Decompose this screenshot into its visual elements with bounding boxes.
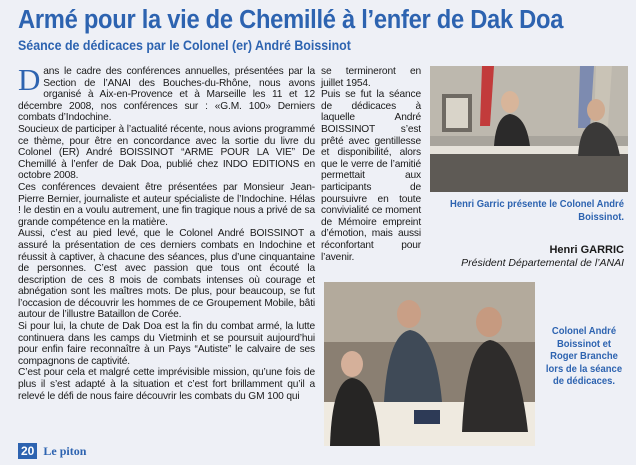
paragraph-1 xyxy=(18,62,315,124)
article-headline: Armé pour la vie de Chemillé à l’enfer de Dak Doa xyxy=(18,6,564,34)
signature-title: Président Départemental de l’ANAI xyxy=(461,257,624,269)
article-column-middle xyxy=(321,66,421,263)
paragraph-4: Aussi, c’est au pied levé, que le Colonel André BOISSINOT a assuré la présentation de ces derniers combats en Indochine et réussit à captiver, à chacune des séances, plus d’une cinquantaine de personnes. C’est avec passion que tous ont écouté la description de ces 8 mois de combats intenses où courage et abnégation sont les maîtres mots. De plus, pour beaucoup, se fut l’occasion de découvrir les hommes de ce Groupement Mobile, bâti autour de l’illustre Bataillon de Corée. xyxy=(18,228,315,321)
paragraph-2: Soucieux de participer à l’actualité récente, nous avions programmé ce thème, pour être en concordance avec la sortie du livre du Colonel (ER) André BOISSINOT “ARME POUR LA VIE” De Chemillé à l’enfer de Dak Doa, publié chez INDO EDITIONS en octobre 2008. xyxy=(18,123,315,182)
article-subheadline: Séance de dédicaces par le Colonel (er) André Boissinot xyxy=(18,38,351,53)
article-column-left xyxy=(18,62,315,402)
page-number: 20 xyxy=(18,443,37,459)
paragraph-3: Ces conférences devaient être présentées par Monsieur Jean-Pierre Bernier, journaliste et auteur spécialiste de l’Indochine. Hélas ! le destin en a voulu autrement, une fin tragique nous a privé de sa grande compétence en la matière. xyxy=(18,181,315,228)
page-footer xyxy=(18,443,86,459)
paragraph-7: se termineront en juillet 1954. xyxy=(321,66,421,89)
photo-dedication-image xyxy=(324,282,535,446)
drop-cap: D xyxy=(18,62,41,97)
photo-presentation xyxy=(430,66,628,192)
paragraph-5: Si pour lui, la chute de Dak Doa est la fin du combat armé, la lutte continuera dans les camps du Vietminh et se poursuit aujourd’hui pour enfin faire reconnaître à un Pays “Autiste” le calvaire de ses compagnons de captivité. xyxy=(18,321,315,367)
photo-presentation-image xyxy=(430,66,628,192)
magazine-name: Le piton xyxy=(43,443,87,458)
paragraph-1-text: ans le cadre des conférences annuelles, présentées par la Section de l’ANAI des Bouches-du-Rhône, nous avons organisé à Aix-en-Provence et à Marseille les 11 et 12 décembre 2008, nos conférences sur : «G.M. 100» Derniers combats d’Indochine. xyxy=(18,66,315,124)
photo-dedication-caption: Colonel André Boissinot et Roger Branche lors de la séance de dédicaces. xyxy=(545,325,623,387)
photo-presentation-caption: Henri Garric présente le Colonel André Boissinot. xyxy=(449,198,624,223)
paragraph-6: C’est pour cela et malgré cette imprévisible mission, qu’une fois de plus il s’est adapté à la situation et c’est fort brillamment qu’il a relevé le défi de nous faire découvrir les combats du GM 100 qui xyxy=(18,367,315,402)
paragraph-8: Puis se fut la séance de dédicaces à laquelle André BOISSINOT s’est prêté avec gentillesse et disponibilité, alors que le verre de l’amitié permettait aux participants de poursuivre en toute convivialité ce moment de Mémoire empreint d’émotion, mais aussi réconfortant pour l’avenir. xyxy=(321,89,421,263)
signature-name: Henri GARRIC xyxy=(549,244,624,256)
photo-dedication xyxy=(324,282,535,446)
